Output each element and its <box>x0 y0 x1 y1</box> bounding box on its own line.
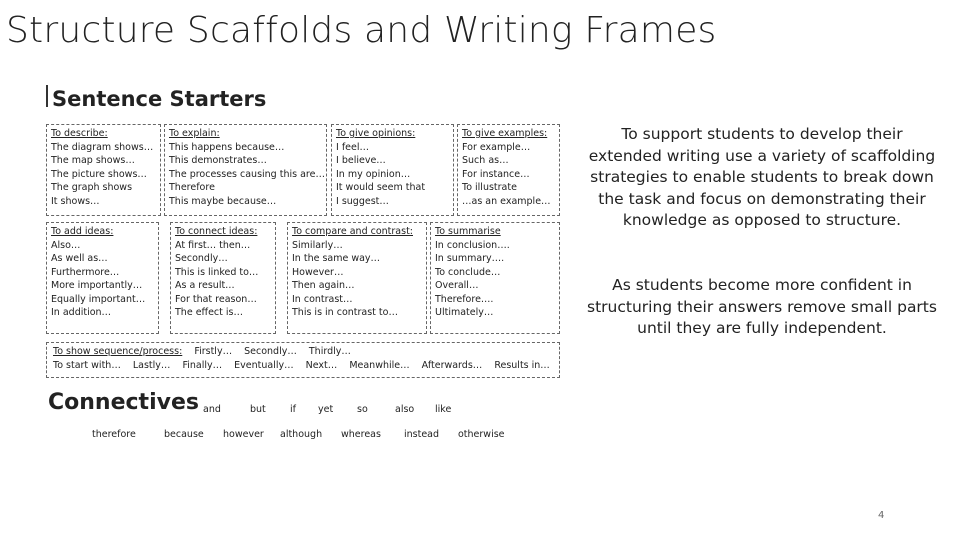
box-line: …as an example… <box>462 195 551 207</box>
starter-box-opinions <box>331 124 454 216</box>
box-line: It would seem that <box>336 182 426 193</box>
box-line: Also… <box>51 239 81 251</box>
box-line: In my opinion… <box>336 168 411 180</box>
box-heading: To summarise <box>435 226 501 237</box>
sequence-word: Secondly… <box>244 346 297 357</box>
starter-box-describe <box>46 124 161 216</box>
connective-word: whereas <box>341 429 381 440</box>
box-line: As well as… <box>51 253 108 264</box>
box-line: The graph shows <box>51 182 133 193</box>
box-line: In the same way… <box>292 253 381 264</box>
box-line: I suggest… <box>336 195 389 207</box>
sequence-word: Meanwhile… <box>349 360 410 371</box>
box-line: Therefore <box>169 182 215 193</box>
box-line: Ultimately… <box>435 307 494 318</box>
connectives-row-2 <box>44 429 562 443</box>
starter-box-examples <box>457 124 560 216</box>
box-line: The map shows… <box>51 155 135 166</box>
connectives-row-1 <box>44 404 562 418</box>
starter-box-explain <box>164 124 327 216</box>
sequence-word: To start with… <box>53 360 121 371</box>
box-heading: To connect ideas: <box>175 226 258 237</box>
connective-word: and <box>203 404 221 415</box>
box-line: The processes causing this are… <box>169 168 325 180</box>
connective-word: like <box>435 404 452 415</box>
starter-box-summarise <box>430 222 560 334</box>
box-line: The effect is… <box>175 307 243 318</box>
box-line: At first… then… <box>175 239 251 251</box>
starter-box-compare-contrast <box>287 222 427 334</box>
starter-box-add-ideas <box>46 222 159 334</box>
starter-box-connect-ideas <box>170 222 276 334</box>
box-heading: To explain: <box>169 128 220 139</box>
box-heading: To add ideas: <box>51 226 114 237</box>
box-line: In summary…. <box>435 253 505 264</box>
support-paragraph: To support students to develop their extended writing use a variety of scaffolding strategies to enable students to break down the task and focus on demonstrating their knowledge as opposed to structure. <box>588 125 936 229</box>
box-line: More importantly… <box>51 280 143 291</box>
connective-word: yet <box>318 404 334 415</box>
sequence-row-1 <box>53 346 360 357</box>
box-heading: To give opinions: <box>336 128 416 139</box>
writing-frame-image <box>44 82 562 442</box>
box-line: This demonstrates… <box>169 155 267 166</box>
connective-word: otherwise <box>458 429 505 440</box>
sequence-word: Lastly… <box>132 360 171 371</box>
box-line: The picture shows… <box>51 168 147 180</box>
box-line: It shows… <box>51 195 100 207</box>
box-line: Similarly… <box>292 239 343 251</box>
box-line: To conclude… <box>435 266 501 278</box>
box-line: This is in contrast to… <box>292 307 398 318</box>
connectives-heading: Connectives <box>48 390 199 415</box>
sequence-word: Next… <box>305 360 338 371</box>
divider <box>46 85 48 107</box>
box-line: Overall… <box>435 280 479 291</box>
slide-title: Structure Scaffolds and Writing Frames <box>6 10 717 51</box>
sequence-row-2 <box>53 360 559 371</box>
independence-paragraph: As students become more confident in structuring their answers remove small parts until they are fully independent. <box>587 276 937 337</box>
connective-word: also <box>395 404 415 415</box>
sequence-box <box>46 342 560 378</box>
connective-word: however <box>223 429 264 440</box>
box-line: For example… <box>462 141 531 153</box>
connective-word: because <box>164 429 204 440</box>
connective-word: although <box>280 429 323 440</box>
box-line: Furthermore… <box>51 266 120 278</box>
connective-word: but <box>250 404 266 415</box>
sequence-word: Finally… <box>182 360 223 371</box>
box-line: As a result… <box>175 280 235 291</box>
box-line: Equally important… <box>51 293 146 305</box>
box-heading: To describe: <box>51 128 108 139</box>
box-line: In conclusion…. <box>435 239 510 251</box>
box-line: This maybe because… <box>169 195 277 207</box>
connective-word: so <box>357 404 368 415</box>
box-line: For that reason… <box>175 293 257 305</box>
box-line: The diagram shows… <box>51 141 154 153</box>
sequence-heading: To show sequence/process: <box>53 346 183 357</box>
connective-word: if <box>290 404 296 415</box>
box-heading: To give examples: <box>462 128 548 139</box>
box-line: Such as… <box>462 155 509 166</box>
box-line: However… <box>292 266 344 278</box>
box-line: I believe… <box>336 155 386 166</box>
box-line: Then again… <box>292 280 355 291</box>
sequence-word: Firstly… <box>194 346 233 357</box>
box-line: To illustrate <box>462 182 517 193</box>
box-line: This is linked to… <box>175 266 259 278</box>
sequence-word: Eventually… <box>234 360 294 371</box>
box-line: In addition… <box>51 307 112 318</box>
sequence-word: Results in… <box>494 360 550 371</box>
box-heading: To compare and contrast: <box>292 226 413 237</box>
box-line: I feel… <box>336 141 369 153</box>
connective-word: instead <box>404 429 440 440</box>
box-line: Secondly… <box>175 253 228 264</box>
box-line: Therefore…. <box>435 293 494 305</box>
box-line: In contrast… <box>292 293 353 305</box>
box-line: For instance… <box>462 168 530 180</box>
page-number: 4 <box>878 510 885 521</box>
box-line: This happens because… <box>169 141 285 153</box>
connective-word: therefore <box>92 429 136 440</box>
sentence-starters-heading: Sentence Starters <box>52 87 267 111</box>
sequence-word: Thirdly… <box>308 346 351 357</box>
sequence-word: Afterwards… <box>421 360 483 371</box>
